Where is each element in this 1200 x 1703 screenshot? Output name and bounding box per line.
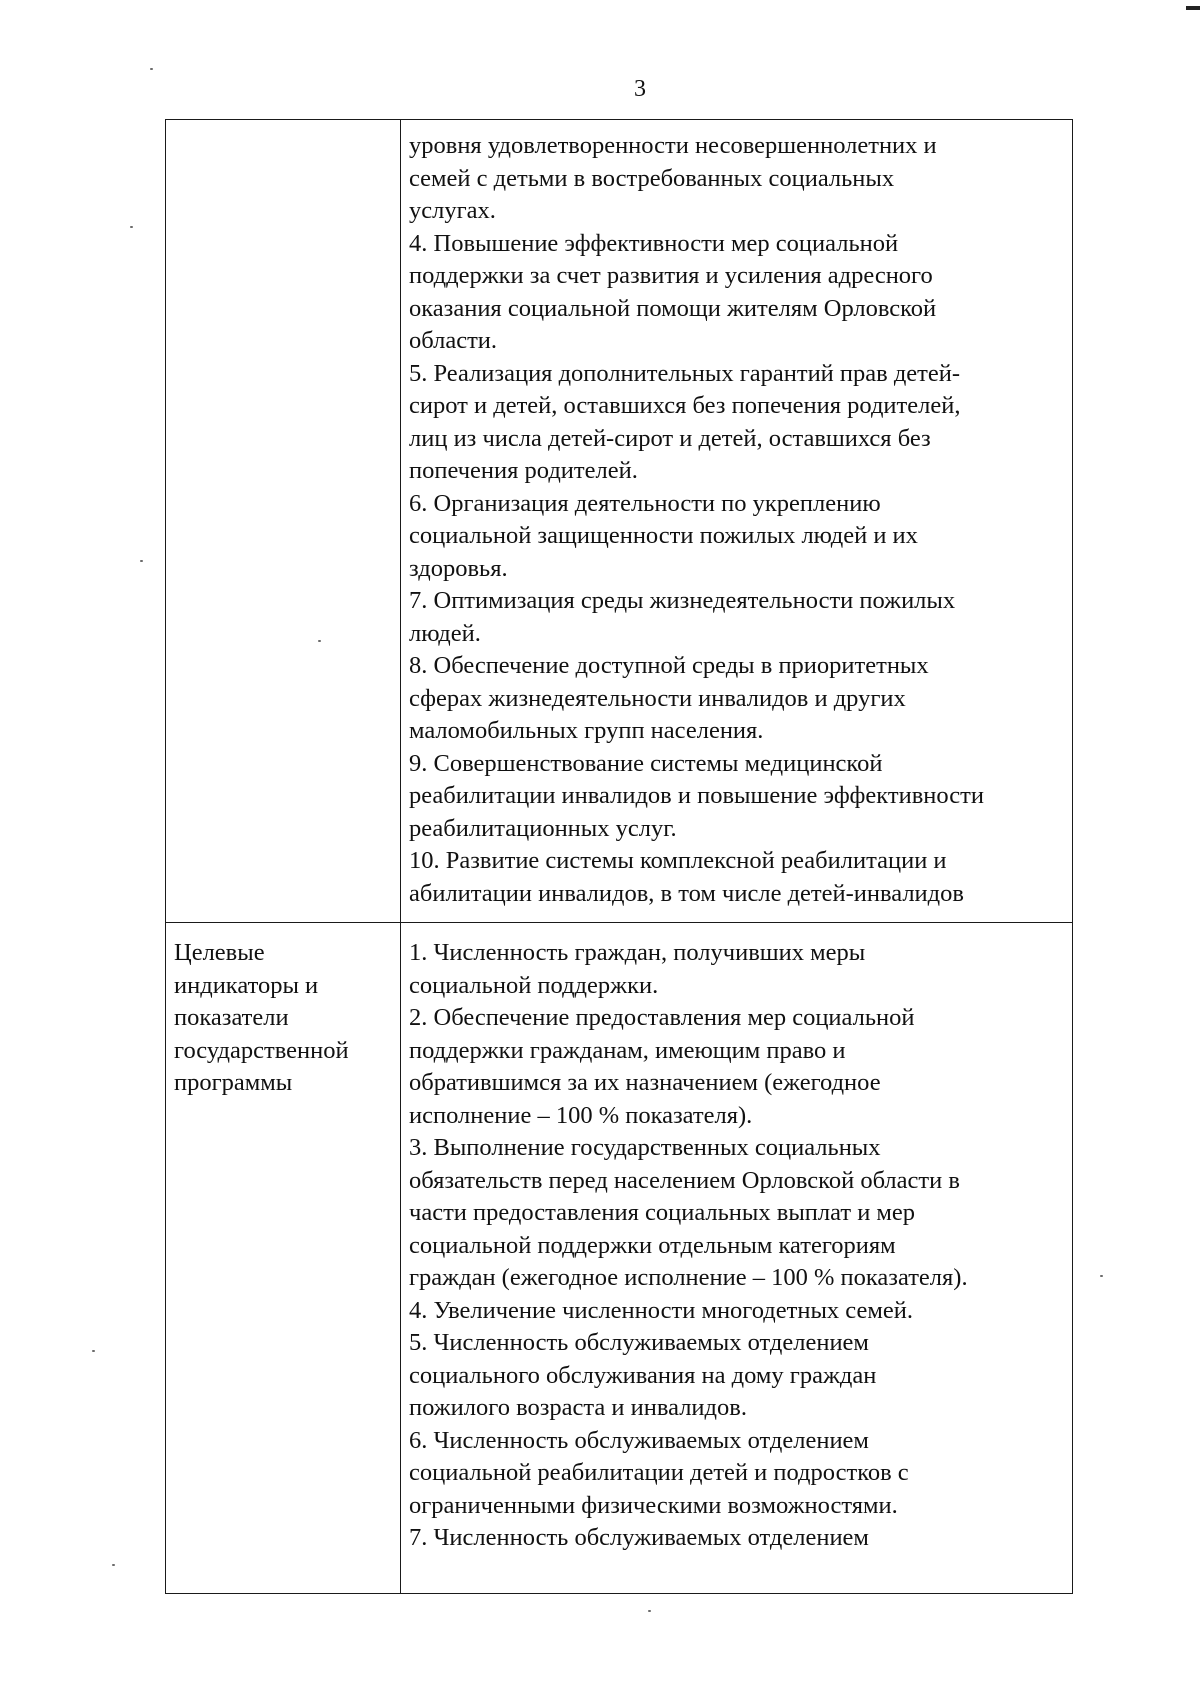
text-line: уровня удовлетворенности несовершеннолетних и [409, 132, 937, 159]
text-line: 8. Обеспечение доступной среды в приоритетных [409, 652, 929, 679]
row-label-text [166, 120, 400, 134]
row-label-cell [166, 923, 401, 1594]
text-line: социального обслуживания на дому граждан [409, 1361, 877, 1389]
text-line: попечения родителей. [409, 457, 638, 484]
table-row [166, 120, 1073, 923]
text-line: ограниченными физическими возможностями. [409, 1491, 898, 1519]
text-line: обратившимся за их назначением (ежегодное [409, 1069, 881, 1096]
text-line: социальной защищенности пожилых людей и их [409, 522, 918, 549]
text-line: социальной поддержки. [409, 971, 659, 999]
text-line: 5. Реализация дополнительных гарантий прав детей- [409, 359, 961, 387]
text-line: 1. Численность граждан, получивших меры [409, 939, 866, 966]
text-line: социальной поддержки отдельным категориям [409, 1231, 896, 1259]
scan-edge-mark [1186, 6, 1200, 10]
table-row [166, 923, 1073, 1594]
indicators-label-text [166, 923, 400, 1100]
text-line: обязательств перед населением Орловской области в [409, 1166, 960, 1194]
text-line: поддержки за счет развития и усиления адресного [409, 262, 933, 289]
text-line: 10. Развитие системы комплексной реабилитации и [409, 847, 947, 874]
scan-speck [1100, 1275, 1103, 1277]
text-line: 6. Численность обслуживаемых отделением [409, 1426, 869, 1454]
scan-speck [112, 1564, 115, 1566]
program-passport-table [165, 119, 1073, 1594]
text-line: 7. Оптимизация среды жизнедеятельности пожилых [409, 587, 956, 614]
text-line: 4. Увеличение численности многодетных семей. [409, 1296, 913, 1324]
text-line: исполнение – 100 % показателя). [409, 1101, 753, 1129]
text-line: сирот и детей, оставшихся без попечения родителей, [409, 392, 961, 419]
text-line: 6. Организация деятельности по укреплению [409, 489, 881, 517]
row-label-cell-empty [166, 120, 401, 923]
text-line: услугах. [409, 197, 496, 224]
text-line: области. [409, 327, 498, 354]
text-line: абилитации инвалидов, в том числе детей-инвалидов [409, 879, 964, 907]
text-line: индикаторы и [174, 971, 319, 999]
scan-speck [140, 560, 143, 562]
text-line: оказания социальной помощи жителям Орловской [409, 294, 937, 322]
scan-speck [92, 1350, 95, 1352]
text-line: части предоставления социальных выплат и мер [409, 1199, 916, 1226]
text-line: лиц из числа детей-сирот и детей, оставшихся без [409, 424, 931, 452]
scan-speck [150, 68, 153, 70]
text-line: показатели [174, 1004, 289, 1031]
scan-speck [130, 226, 133, 228]
text-line: реабилитации инвалидов и повышение эффективности [409, 782, 984, 809]
text-line: поддержки гражданам, имеющим право и [409, 1036, 846, 1064]
text-line: людей. [409, 619, 481, 647]
text-line: семей с детьми в востребованных социальных [409, 164, 895, 192]
text-line: граждан (ежегодное исполнение – 100 % показателя). [409, 1264, 968, 1291]
text-line: маломобильных групп населения. [409, 717, 764, 744]
row-content-cell [401, 923, 1073, 1594]
page-number: 3 [634, 76, 646, 102]
scan-speck [648, 1610, 651, 1612]
text-line: Целевые [174, 939, 265, 966]
row-content-cell [401, 120, 1073, 923]
text-line: 5. Численность обслуживаемых отделением [409, 1329, 869, 1356]
tasks-list-text [401, 120, 1072, 910]
text-line: здоровья. [409, 554, 508, 582]
text-line: 2. Обеспечение предоставления мер социальной [409, 1004, 915, 1031]
text-line: сферах жизнедеятельности инвалидов и других [409, 684, 906, 712]
text-line: 9. Совершенствование системы медицинской [409, 749, 883, 777]
text-line: 7. Численность обслуживаемых отделением [409, 1524, 869, 1551]
indicators-list-text [401, 923, 1072, 1555]
text-line: реабилитационных услуг. [409, 814, 677, 842]
text-line: государственной [174, 1036, 349, 1064]
text-line: 3. Выполнение государственных социальных [409, 1134, 881, 1161]
text-line: программы [174, 1069, 293, 1096]
text-line: социальной реабилитации детей и подростков с [409, 1459, 909, 1486]
text-line: 4. Повышение эффективности мер социальной [409, 229, 899, 257]
text-line: пожилого возраста и инвалидов. [409, 1394, 747, 1421]
